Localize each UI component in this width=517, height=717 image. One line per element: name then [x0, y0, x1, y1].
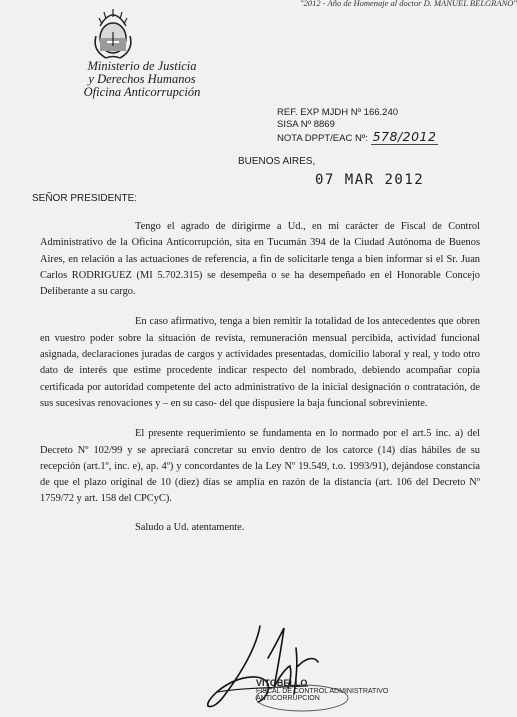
- ministry-block: [62, 60, 222, 99]
- year-motto: "2012 - Año de Homenaje al doctor D. MANUEL BELGRANO": [300, 0, 517, 8]
- signatory-title: FISCAL DE CONTROL ADMINISTRATIVO: [256, 687, 389, 695]
- letter-body: [40, 219, 480, 550]
- closing-line: Saludo a Ud. atentamente.: [135, 521, 245, 533]
- ministry-line: Ministerio de Justicia: [87, 59, 197, 73]
- signatory-office: ANTICORRUPCION: [256, 695, 320, 702]
- place-line: BUENOS AIRES,: [238, 156, 316, 167]
- paragraph: El presente requerimiento se fundamenta en lo normado por el art.5 inc. a) del Decreto Nº 102/99 y se apreciará concretar su envío dentro de los catorce (14) días hábiles de su recepción (art.1º, inc. e), ap. 4º) y concordantes de la Ley Nº 19.549, t.o. 1993/91), dejándose constancia de que el plazo original de 10 (diez) días se amplía en razón de la distancia (art. 106 del Decreto Nº 1759/72 y art. 158 del CPCyC).: [40, 428, 480, 505]
- ref-sisa: SISA Nº 8869: [277, 119, 335, 130]
- paragraph: Tengo el agrado de dirigirme a Ud., en mi carácter de Fiscal de Control Administrativo de la Oficina Anticorrupción, sita en Tucumán 394 de la Ciudad Autónoma de Buenos Aires, en relación a las actuaciones de referencia, a fin de solicitarle tenga a bien informar si el Sr. Juan Carlos RODRIGUEZ (MI 5.702.315) se desempeña o se ha desempeñado en el Honorable Concejo Deliberante a su cargo.: [40, 221, 480, 298]
- signature-stamp: [256, 680, 388, 703]
- reference-block: [277, 107, 487, 145]
- ministry-line: y Derechos Humanos: [88, 72, 196, 86]
- paragraph: En caso afirmativo, tenga a bien remitir la totalidad de los antecedentes que obren en vuestro poder sobre la situación de revista, remuneración mensual percibida, actividad funcional asignada, declaraciones juradas de cargos y actividades presentadas, domicilio laboral y real, y todo otro dato de interés que estime procedente indicar respecto del nombrado, debiendo acompañar copia certificada por autoridad competente del acto administrativo de la inicial designación o contratación, de sus sucesivas renovaciones y – en su caso- del que dispusiere la baja funcional sobreviniente.: [40, 316, 480, 409]
- ref-expediente: REF. EXP MJDH Nº 166.240: [277, 107, 399, 118]
- salutation: SEÑOR PRESIDENTE:: [32, 193, 138, 204]
- office-line: Oficina Anticorrupción: [83, 85, 201, 99]
- handwritten-note-number: 578/2012: [372, 129, 437, 144]
- signatory-name: VITOBELLO: [256, 678, 308, 688]
- date-stamp: 07 MAR 2012: [315, 172, 425, 188]
- ref-nota-label: NOTA DPPT/EAC Nº:: [277, 133, 368, 144]
- ref-nota: [277, 131, 487, 145]
- national-coat-of-arms-icon: [88, 6, 138, 62]
